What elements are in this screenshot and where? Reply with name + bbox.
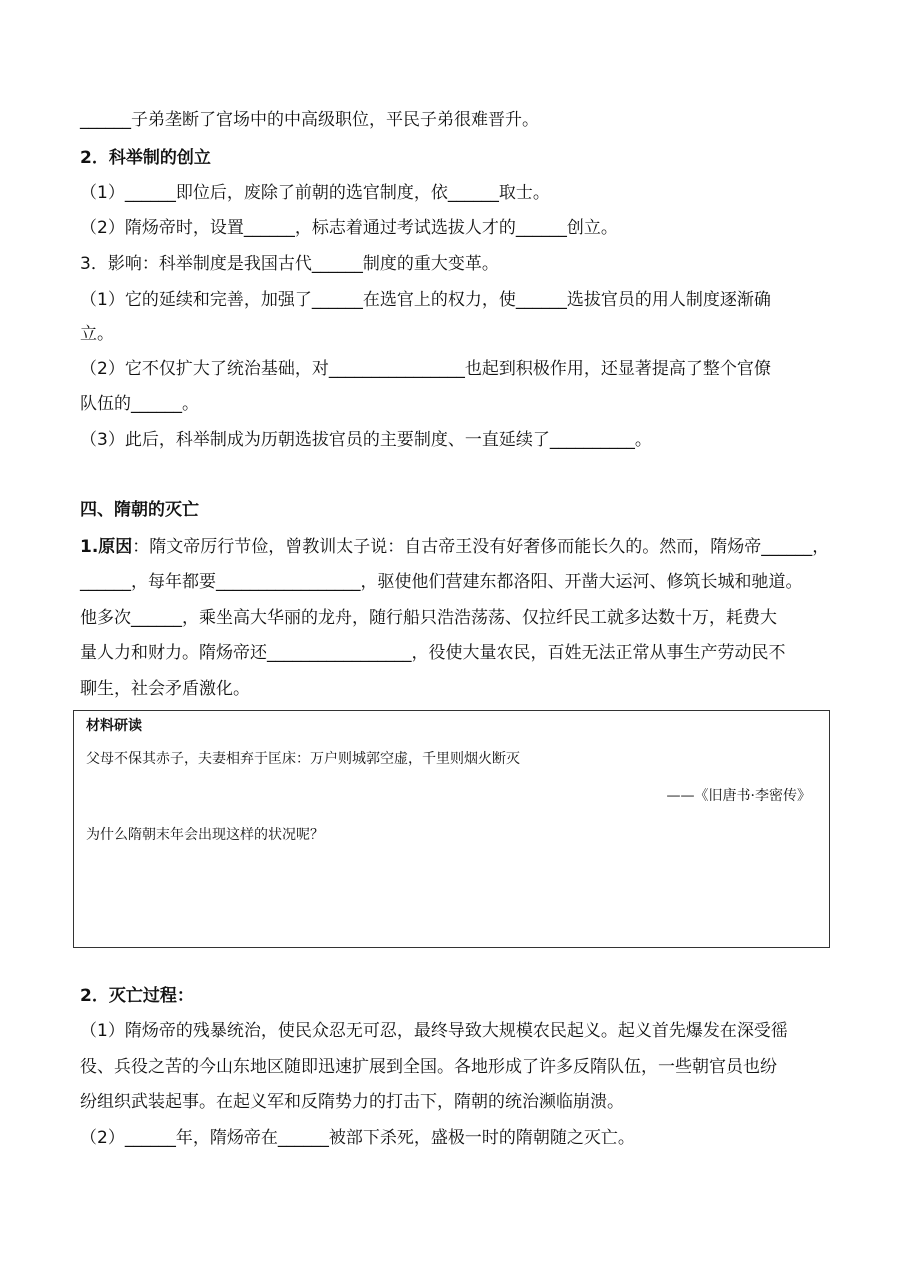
item-keju-1: （1）______即位后，废除了前朝的选官制度，依______取士。: [80, 183, 550, 203]
section4-heading: 四、隋朝的灭亡: [80, 500, 199, 520]
collapse-p1-line-3: 纷组织武装起事。在起义军和反隋势力的打击下，隋朝的统治濒临崩溃。: [80, 1092, 624, 1112]
material-reading-box: [73, 710, 830, 948]
cause-text-1: ：隋文帝厉行节俭，曾教训太子说：自古帝王没有好奢侈而能长久的。然而，隋炀帝______，: [132, 537, 830, 557]
collapse-p2: （2）______年，隋炀帝在______被部下杀死，盛极一时的隋朝随之灭亡。: [80, 1128, 635, 1148]
cause-line-2: ______，每年都要_________________，驱使他们营建东都洛阳、开凿大运河、修筑长城和驰道。: [80, 572, 803, 592]
impact-1-line-b: 立。: [80, 324, 114, 344]
cause-line-3: 他多次______，乘坐高大华丽的龙舟，随行船只浩浩荡荡、仅拉纤民工就多达数十万，耗费大: [80, 608, 777, 628]
impact-1-line-a: （1）它的延续和完善，加强了______在选官上的权力，使______选拔官员的用人制度逐渐确: [80, 290, 771, 310]
collapse-p1-line-2: 役、兵役之苦的今山东地区随即迅速扩展到全国。各地形成了许多反隋队伍，一些朝官员也纷: [80, 1057, 777, 1077]
cause-line-1: [80, 535, 835, 559]
heading-keju-founding: 2．科举制的创立: [80, 148, 211, 168]
collapse-p1-line-1: （1）隋炀帝的残暴统治，使民众忍无可忍，最终导致大规模农民起义。起义首先爆发在深受徭: [80, 1021, 788, 1041]
material-source: ——《旧唐书·李密传》: [666, 788, 811, 804]
material-question: 为什么隋朝末年会出现这样的状况呢？: [86, 827, 324, 843]
material-quote: 父母不保其赤子，夫妻相弃于匡床：万户则城郭空虚，千里则烟火断灭: [86, 751, 520, 767]
impact-2-line-a: （2）它不仅扩大了统治基础，对________________也起到积极作用，还显著提高了整个官僚: [80, 359, 771, 379]
material-title: 材料研读: [86, 718, 142, 734]
impact-2-line-b: 队伍的______。: [80, 394, 199, 414]
item-keju-2: （2）隋炀帝时，设置______，标志着通过考试选拔人才的______创立。: [80, 218, 618, 238]
cause-line-5: 聊生，社会矛盾激化。: [80, 679, 250, 699]
text-line-aristocrat: ______子弟垄断了官场中的中高级职位，平民子弟很难晋升。: [80, 110, 539, 130]
cause-line-4: 量人力和财力。隋炀帝还_________________，役使大量农民，百姓无法正常从事生产劳动民不: [80, 643, 786, 663]
cause-label: 1.原因: [80, 537, 133, 557]
impact-3: （3）此后，科举制成为历朝选拔官员的主要制度、一直延续了__________。: [80, 430, 652, 450]
collapse-heading: 2．灭亡过程：: [80, 986, 194, 1006]
impact-heading: 3．影响：科举制度是我国古代______制度的重大变革。: [80, 254, 499, 274]
